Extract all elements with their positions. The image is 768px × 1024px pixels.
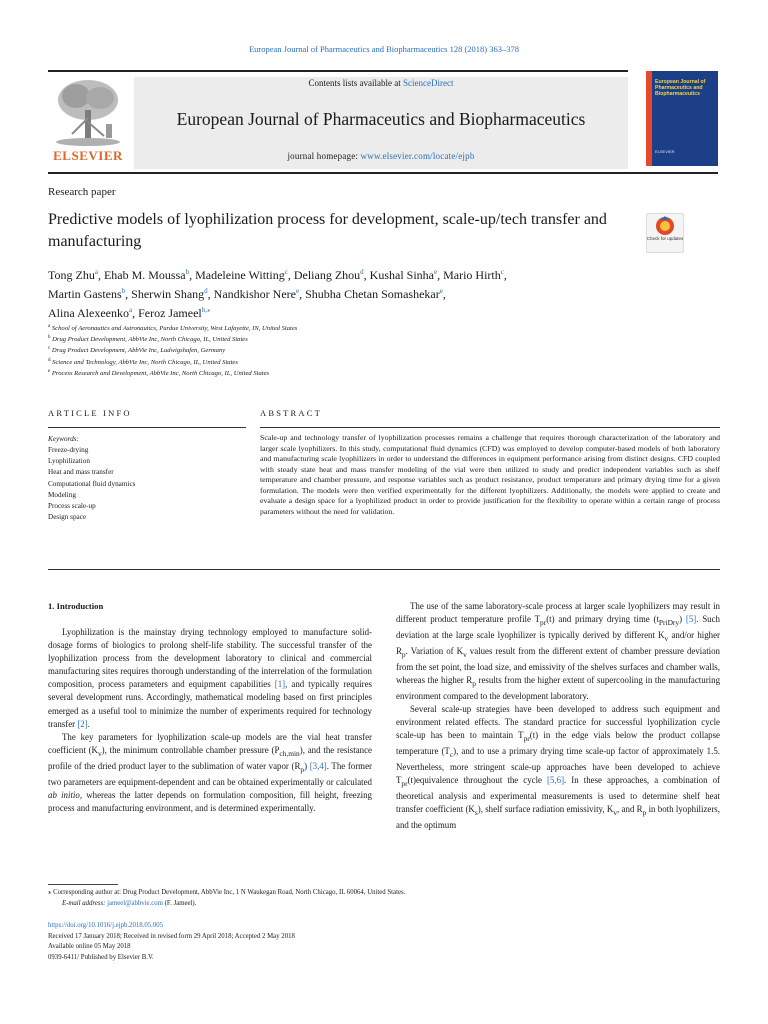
cite-1[interactable]: [1] (274, 679, 286, 690)
homepage-prefix: journal homepage: (287, 151, 361, 161)
author-name[interactable]: Kushal Sinha (369, 268, 434, 282)
author-affiliation-mark[interactable]: e (434, 268, 438, 276)
article-type: Research paper (48, 186, 116, 198)
header-top-rule (48, 70, 628, 72)
keyword-item: Lyophilization (48, 457, 90, 466)
cite-3-4[interactable]: [3,4] (309, 760, 327, 771)
cite-5[interactable]: [5] (685, 614, 697, 625)
author-line-2: Martin Gastens$^b$, Sherwin Shang$^d$, Nandkishor Nere$^e$, Shubha Chetan Somashekar$^e$, (48, 287, 446, 301)
author-affiliation-mark[interactable]: c (284, 268, 288, 276)
available-online: Available online 05 May 2018 (48, 943, 131, 950)
abstract-text: Scale-up and technology transfer of lyophilization processes remains a challenge that requires thorough characterization of the laboratory and larger scale lyophilizers. In this study, computational fluid dynamics (CFD) was employed to develop computer-based models of both laboratory and manufacturing scale lyophilizers in order to understand the differences in equipment performance arising from distinct designs. CFD coupled with steady state heat and mass transfer modeling of the vial were then utilized to study and predict independent variables such as shelf temperature and chamber pressure, and response variables such as product resistance, product temperature and primary drying time for a given formulation. The models were then verified experimentally for the different lyophilizers. Additionally, the models were applied to create and evaluate a design space for a lyophilized product in order to provide justification for the flexibility to operate within a certain range of process parameters without the need for validation. (260, 433, 720, 516)
keyword-item: Computational fluid dynamics (48, 479, 136, 488)
cover-title: European Journal of Pharmaceutics and Biopharmaceutics (655, 79, 706, 97)
left-column (48, 626, 372, 815)
abstract-rule (260, 427, 720, 428)
article-info-rule (48, 427, 246, 428)
keyword-item: Design space (48, 513, 87, 522)
journal-cover-thumbnail[interactable] (646, 71, 718, 166)
intro-paragraph-1: Lyophilization is the mainstay drying technology employed to manufacture solid-dosage forms of biologics to prolong shelf-life stability. The successful transfer of the lyophilization process from the development laboratory to clinical and commercial manufacturing sites requires thorough understanding of the interrelation of the formulation composition, process parameters and equipment capabilities [1], and typically requires several development runs. Accordingly, mathematical modeling based on first principles emerged as a useful tool to minimize the number of experiments required for technology transfer [2]. (48, 627, 373, 729)
header-bottom-rule (48, 172, 718, 174)
cover-publisher: ELSEVIER (655, 149, 675, 154)
received-dates: Received 17 January 2018; Received in revised form 29 April 2018; Accepted 2 May 2018 (48, 933, 295, 940)
author-name[interactable]: Martin Gastens (48, 287, 122, 301)
cover-accent-bar (646, 71, 652, 166)
author-affiliation-mark[interactable]: d (204, 287, 208, 295)
keyword-item: Freeze-drying (48, 446, 89, 454)
article-title: Predictive models of lyophilization process for development, scale-up/tech transfer and manufacturing (48, 211, 607, 250)
author-affiliation-mark[interactable]: a (94, 268, 98, 276)
abstract-heading: ABSTRACT (260, 408, 322, 418)
author-line-3: Alina Alexeenko$^a$, Feroz Jameel$^{b,⁎}$ (48, 306, 211, 320)
author-name[interactable]: Nandkishor Nere (213, 287, 296, 301)
intro-paragraph-2: The key parameters for lyophilization scale-up models are the vial heat transfer coefficient $(K_v)$, the minimum controllable chamber pressure $(P_{ch,min})$, and the resistance profile of the dried product layer to the sublimation of water vapor $(R_p)$ [3,4]. The former two parameters are equipment-dependent and can be obtained experimentally or calculated ab initio, whereas the latter depends on formulation composition, fill height, freezing process and manufacturing environment, and is determined experimentally. (48, 731, 372, 813)
author-name[interactable]: Madeleine Witting (195, 268, 285, 282)
author-name[interactable]: Mario Hirth (443, 268, 501, 282)
affiliation-text: School of Aeronautics and Astronautics, Purdue University, West Lafayette, IN, United States (50, 325, 298, 333)
affiliation-text: Drug Product Development, AbbVie Inc, Ludwigshafen, Germany (50, 347, 226, 355)
affiliation-text: Drug Product Development, AbbVie Inc, North Chicago, IL, United States (50, 336, 248, 344)
check-updates-icon (647, 214, 683, 238)
homepage-link[interactable]: www.elsevier.com/locate/ejpb (360, 151, 475, 161)
check-for-updates-badge[interactable] (646, 213, 684, 253)
author-name[interactable]: Alina Alexeenko (48, 306, 129, 320)
author-affiliation-mark[interactable]: b (121, 287, 126, 295)
author-name[interactable]: Sherwin Shang (131, 287, 205, 301)
author-name[interactable]: Feroz Jameel (138, 306, 202, 320)
author-affiliation-mark[interactable]: a (128, 306, 133, 314)
affiliation-mark: e (48, 368, 51, 374)
affiliation-text: Science and Technology, AbbVie Inc, North Chicago, IL, United States (50, 358, 238, 366)
intro-paragraph-4: Several scale-up strategies have been developed to address such equipment and environment related effects. The standard practice for successful lyophilization cycle scale-up has been to maintain $T_{pr}(t)$ in the edge vials below the product collapse temperature $(T_c)$, and to use a primary drying time scale-up factor of approximately 1.5. Nevertheless, more stringent scale-up approaches have been developed to achieve $T_{pr}(t)equivalence$ throughout the cycle [5,6]. In these approaches, a combination of theoretical analysis and experimental measurements is used to determine shelf heat transfer coefficient $(K_s)$, shelf surface radiation emissivity, $K_v$, and $R_p$ in both lyophilizers, and the optimum (396, 703, 720, 830)
email-link[interactable]: jameel@abbvie.com (107, 900, 163, 907)
affiliation-mark: c (48, 346, 51, 352)
affiliation-mark: d (48, 357, 51, 363)
affiliation-text: Process Research and Development, AbbVie Inc, North Chicago, IL, United States (50, 369, 270, 377)
author-name[interactable]: Shubha Chetan Somashekar (305, 287, 440, 301)
cite-5-6[interactable]: [5,6] (547, 774, 565, 785)
elsevier-tree-logo (48, 74, 128, 148)
sciencedirect-link[interactable]: ScienceDirect (403, 78, 454, 88)
author-name[interactable]: Deliang Zhou (293, 268, 361, 282)
abstract-bottom-rule (48, 569, 720, 570)
author-affiliation-mark[interactable]: b,⁎ (201, 306, 211, 314)
author-name[interactable]: Tong Zhu (48, 268, 95, 282)
keyword-item: Modeling (48, 490, 76, 499)
doi-link[interactable]: https://doi.org/10.1016/j.ejpb.2018.05.005 (48, 922, 164, 929)
email-label: E-mail address: (62, 900, 108, 907)
author-affiliation-mark[interactable]: e (295, 287, 300, 295)
homepage-line (134, 151, 628, 161)
elsevier-wordmark: ELSEVIER (53, 148, 123, 163)
author-line-1: Tong Zhu$^a$, Ehab M. Moussa$^b$, Madeleine Witting$^c$, Deliang Zhou$^d$, Kushal Sinha$^e$, Mario Hirth$^c$, (48, 268, 507, 282)
check-for-updates-label: Check for updates (646, 236, 684, 241)
affiliation-mark: a (48, 324, 51, 329)
issn-line: 0939-6411/ Published by Elsevier B.V. (48, 954, 154, 961)
author-list (48, 264, 668, 321)
footnote-rule (48, 884, 118, 885)
contents-line (134, 78, 628, 88)
cite-2[interactable]: [2] (77, 718, 88, 729)
keyword-item: Process scale-up (48, 502, 96, 510)
journal-title: European Journal of Pharmaceutics and Biopharmaceutics (176, 109, 586, 129)
article-info-heading: ARTICLE INFO (48, 408, 132, 418)
affiliation-mark: b (48, 335, 51, 341)
email-line (62, 899, 196, 909)
right-column (396, 600, 720, 832)
affiliation-item (48, 366, 608, 379)
intro-paragraph-3: The use of the same laboratory-scale process at larger scale lyophilizers may result in different product temperature profile $T_{pr}(t)$ and primary drying time $(t_{PriDry})$ [5]. Such deviation at the large scale lyophilizer is typically derived by different $K_v$ and/or higher $R_p$. Variation of $K_v$ values result from the different extent of chamber pressure deviation from the set point, the load size, and emissivity of the shelves surfaces and chamber walls, whereas the higher $R_p$ results from the higher extent of supercooling in the manufacturing environment compared to the development laboratory. (396, 601, 721, 701)
author-affiliation-mark[interactable]: b (185, 268, 190, 276)
journal-citation-header[interactable]: European Journal of Pharmaceutics and Biopharmaceutics 128 (2018) 363–378 (248, 44, 520, 54)
email-suffix: (F. Jameel). (162, 900, 197, 907)
introduction-heading: 1. Introduction (48, 601, 104, 611)
keyword-item: Heat and mass transfer (48, 468, 114, 477)
author-affiliation-mark[interactable]: d (360, 268, 364, 276)
author-affiliation-mark[interactable]: c (500, 268, 504, 276)
keywords-label: Keywords: (48, 435, 79, 443)
author-affiliation-mark[interactable]: e (439, 287, 443, 295)
corresponding-author-note: ⁎ Corresponding author at: Drug Product Development, AbbVie Inc, 1 N Waukegan Road, North Chicago, IL 60064, United States. (48, 889, 406, 896)
contents-prefix: Contents lists available at (308, 78, 403, 88)
author-name[interactable]: Ehab M. Moussa (103, 268, 186, 282)
